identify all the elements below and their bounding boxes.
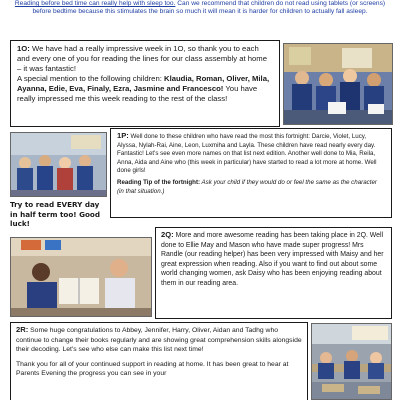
class-2q-text: 2Q: More and more awesome reading has been taking place in 2Q. Well done to Ellie May and Mason who have made super progress! Mrs Randle (our reading helper) has been very impressed with Maisy and her great expression when reading. Also if you want to find out about some world changing women, ask Daisy who has been enjoying reading about them in our reading area.	[161, 230, 384, 287]
class-1p-label: 1P:	[117, 131, 129, 140]
classroom-desks-photo-icon	[312, 324, 392, 400]
classroom-photo	[283, 43, 393, 125]
intro-note	[8, 0, 392, 17]
class-2r-box	[10, 322, 308, 400]
intro-underlined: Reading before bed time can really help with sleep too.	[14, 0, 176, 7]
class-1p-box	[110, 128, 392, 218]
book-reading-photo-icon	[11, 238, 152, 317]
class-2r-thanks: Thank you for all of your continued support in reading at home. It has been great to hear at Parents Evening the progress you can see in your	[16, 360, 289, 378]
reading-group-photo	[10, 132, 107, 197]
class-1o-box	[10, 40, 280, 127]
class-2q-label: 2Q:	[161, 230, 174, 239]
class-1o-label: 1O:	[17, 44, 30, 53]
class-1p-tip: Reading Tip of the fortnight: Ask your child if they would do or feel the same as the character (in that situation.)	[117, 178, 377, 195]
class-2q-box	[155, 227, 392, 319]
class-2r-label: 2R:	[16, 325, 29, 334]
try-reading-note: Try to read EVERY day in half term too! Good luck!	[10, 200, 101, 229]
class-1p-tip-label: Reading Tip of the fortnight:	[117, 178, 201, 186]
classroom-desks-photo	[311, 323, 392, 400]
class-2r-text: 2R: Some huge congratulations to Abbey, Jennifer, Harry, Oliver, Aidan and Tadhg who continue to change their books regularly and are showing great comprehension skills alongside their decoding. Let's see who else can make this list next time!	[16, 325, 302, 354]
class-1o-names: Klaudia, Roman, Oliver, Mila, Ayanna, Edie, Eva, Finaly, Ezra, Jasmine and Francesco!	[17, 74, 270, 94]
reading-group-photo-icon	[11, 133, 107, 197]
classroom-photo-icon	[284, 44, 393, 125]
class-1o-text: 1O: We have had a really impressive week in 1O, so thank you to each and every one of you for reading the lines for our class assembly at home – it was fantastic! A special mention to the following children: Klaudia, Roman, Oliver, Mila, Ayanna, Edie, Eva, Finaly, Ezra, Jasmine and Francesco! You have really impressed me this week reading to the rest of the class!	[17, 44, 270, 104]
book-reading-photo	[10, 237, 152, 317]
intro-rest: Can we recommend that children do not read using tablets (or screens) before bedtime because this stimulates the brain so much it will mean it is harder for children to actually fall asleep.	[32, 0, 386, 16]
class-1p-text: 1P: Well done to these children who have read the most this fortnight: Darcie, Violet, Lucy, Alyssa, Nylah-Rai, Aine, Leon, Luxmiha and Layla. These children have read nearly every day. Fantastic! Let's see even more names on that list next edition. Another well done to Mia, Reila, Anna, Aida and Aine who (this week in particular) have started to read a lot more at home. Well done girls!	[117, 131, 377, 175]
